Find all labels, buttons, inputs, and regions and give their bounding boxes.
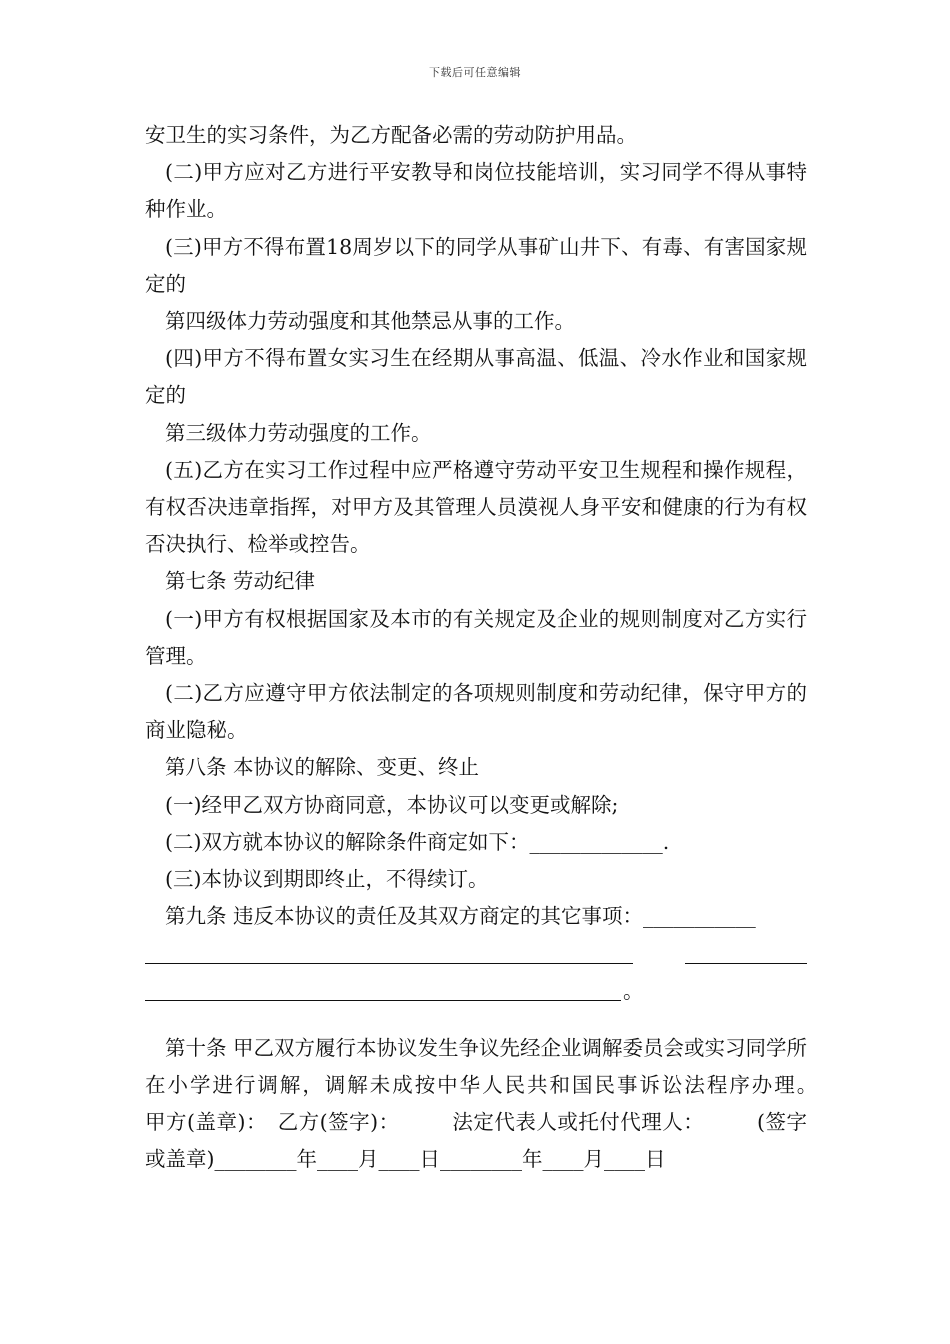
document-body [145,117,869,1179]
paragraph: (五)乙方在实习工作过程中应严格遵守劳动平安卫生规程和操作规程，有权否决违章指挥，对甲方及其管理人员漠视人身平安和健康的行为有权否决执行、检举或控告。 [145,457,807,557]
line-end-period: 。 [623,978,644,1003]
paragraph: (一)甲方有权根据国家及本市的有关规定及企业的规则制度对乙方实行管理。 [145,606,807,668]
paragraph: (三)本协议到期即终止，不得续订。 [165,867,489,892]
section-heading: 第九条 违反本协议的责任及其双方商定的其它事项：___________ [165,904,756,929]
paragraph: 第四级体力劳动强度和其他禁忌从事的工作。 [165,309,575,334]
paragraph: 安卫生的实习条件，为乙方配备必需的劳动防护用品。 [145,123,637,147]
paragraph: (一)经甲乙双方协商同意，本协议可以变更或解除; [165,792,619,817]
page-header: 下载后可任意编辑 [429,66,521,79]
paragraph: 第三级体力劳动强度的工作。 [165,420,432,445]
paragraph: (三)甲方不得布置18周岁以下的同学从事矿山井下、有毒、有害国家规定的 [145,234,807,296]
paragraph: 第十条 甲乙双方履行本协议发生争议先经企业调解委员会或实习同学所在小学进行调解，调解未成按中华人民共和国民事诉讼法程序办理。 甲方(盖章)： 乙方(签字)： 法定代表人或托付代理人： (签字或盖章)________年____月____日________年____月____日 [145,1035,869,1172]
section-heading: 第七条 劳动纪律 [165,569,316,594]
section-heading: 第八条 本协议的解除、变更、终止 [165,755,480,780]
fill-in-blank-line [145,973,807,1010]
paragraph: (二)乙方应遵守甲方依法制定的各项规则制度和劳动纪律，保守甲方的商业隐秘。 [145,681,807,743]
paragraph: (二)甲方应对乙方进行平安教导和岗位技能培训，实习同学不得从事特种作业。 [145,160,807,222]
fill-in-blank-line [145,935,807,972]
paragraph: (二)双方就本协议的解除条件商定如下：_____________. [165,829,670,854]
paragraph: (四)甲方不得布置女实习生在经期从事高温、低温、冷水作业和国家规定的 [145,346,807,408]
